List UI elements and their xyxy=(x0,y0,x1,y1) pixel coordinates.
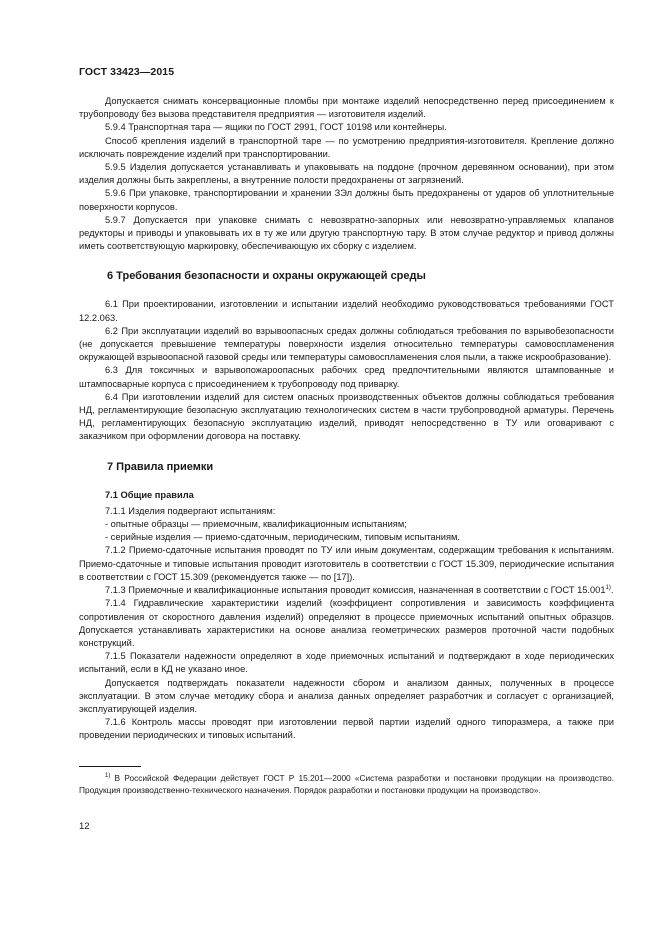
paragraph: 6.1 При проектировании, изготовлении и испытании изделий необходимо руководствоваться требованиями ГОСТ 12.2.063. xyxy=(79,299,614,323)
page-number: 12 xyxy=(79,821,90,832)
paragraph: Допускается снимать консервационные пломбы при монтаже изделий непосредственно перед присоединением к трубопроводу без вызова представителя предприятия — изготовителя изделий. xyxy=(79,96,614,120)
paragraph: Способ крепления изделий в транспортной таре — по усмотрению предприятия-изготовителя. Крепление должно исключать повреждение изделий при транспортировании. xyxy=(79,135,614,159)
paragraph-text: 7.1.3 Приемочные и квалификационные испытания проводит комиссия, назначенная в соответствии с ГОСТ 15.001 xyxy=(105,585,606,596)
list-item: - серийные изделия — приемо-сдаточным, периодическим, типовым испытаниям. xyxy=(105,532,460,543)
paragraph: 7.1.6 Контроль массы проводят при изготовлении первой партии изделий одного типоразмера, а также при проведении периодических и типовых испытаний. xyxy=(79,717,614,741)
section-7-title: 7 Правила приемки xyxy=(107,460,214,473)
footnote-text: В Российской Федерации действует ГОСТ Р 15.201—2000 «Система разработки и постановки продукции на производство. Продукция производственно-технического назначения. Порядок разработки и постановки продукции на производство». xyxy=(79,773,614,795)
paragraph-tail: . xyxy=(610,585,614,596)
paragraph: Допускается подтверждать показатели надежности сбором и анализом данных, полученных в процессе эксплуатации. В этом случае методику сбора и анализа данных определяет разработчик и согласует с организацией, эксплуатирующей изделия. xyxy=(79,677,614,714)
section-6-title: 6 Требования безопасности и охраны окружающей среды xyxy=(107,270,426,283)
footnote-reference: 1) xyxy=(605,585,611,591)
paragraph: 7.1.4 Гидравлические характеристики изделий (коэффициент сопротивления и зависимость коэффициента сопротивления от скоростного давления изделий) определяют в процессе приемочных испытаний опытных образцов. Допускается устанавливать характеристики на основе анализа геометрических размеров проточной части подобных конструкций. xyxy=(79,598,614,648)
paragraph: 7.1.2 Приемо-сдаточные испытания проводят по ТУ или иным документам, содержащим требования к испытаниям. Приемо-сдаточные и типовые испытания проводит изготовитель в соответствии с ГОСТ 15.309, периодические испытания в соответствии с ГОСТ 15.309 (рекомендуется также — по [17]). xyxy=(79,545,614,582)
paragraph: 5.9.7 Допускается при упаковке снимать с невозвратно-запорных или невозвратно-управляемых клапанов редукторы и приводы и упаковывать их в ту же или другую транспортную тару. В этом случае редуктор и привод должны иметь соответствующую маркировку, обеспечивающую их сборку с изделием. xyxy=(79,214,614,252)
footnote-mark: 1) xyxy=(105,773,111,780)
list-item: - опытные образцы — приемочным, квалификационным испытаниям; xyxy=(105,519,407,530)
paragraph: 6.3 Для токсичных и взрывопожароопасных рабочих сред предпочтительными являются штампованные и штампосварные корпуса с присоединением к трубопроводу под приварку. xyxy=(79,365,614,389)
paragraph: 5.9.6 При упаковке, транспортировании и хранении ЗЭл должны быть предохранены от ударов об уплотнительные поверхности корпусов. xyxy=(79,188,614,212)
footnote xyxy=(79,772,614,796)
document-body xyxy=(79,95,614,743)
paragraph: 6.2 При эксплуатации изделий во взрывоопасных средах должны соблюдаться требования по взрывобезопасности (не допускается превышение температуры поверхности изделия относительно температуры самовоспламенения окружающей взрывоопасной газовой среды или температуры самовоспламенения слоя пыли, а также искрообразование). xyxy=(79,325,614,363)
page-header: ГОСТ 33423—2015 xyxy=(79,66,175,78)
subsection-7-1-title: 7.1 Общие правила xyxy=(105,489,194,500)
paragraph xyxy=(79,584,614,597)
paragraph: 5.9.5 Изделия допускается устанавливать и упаковывать на поддоне (прочном деревянном основании), при этом изделия должны быть закреплены, а внутренние полости предохранены от загрязнений. xyxy=(79,162,614,186)
footnote-separator xyxy=(79,766,141,767)
paragraph: 7.1.5 Показатели надежности определяют в ходе приемочных испытаний и подтверждают в ходе периодических испытаний, если в КД не указано иное. xyxy=(79,651,614,675)
paragraph: 5.9.4 Транспортная тара — ящики по ГОСТ 2991, ГОСТ 10198 или контейнеры. xyxy=(105,122,447,133)
paragraph: 7.1.1 Изделия подвергают испытаниям: xyxy=(105,505,276,516)
paragraph: 6.4 При изготовлении изделий для систем опасных производственных объектов должны соблюдаться требования НД, регламентирующие безопасную эксплуатацию технологических систем в части трубопроводной арматуры. Перечень НД, регламентирующих безопасную эксплуатацию изделий, приводят непосредственно в ТУ или оговаривают с заказчиком при оформлении договора на поставку. xyxy=(79,391,614,442)
